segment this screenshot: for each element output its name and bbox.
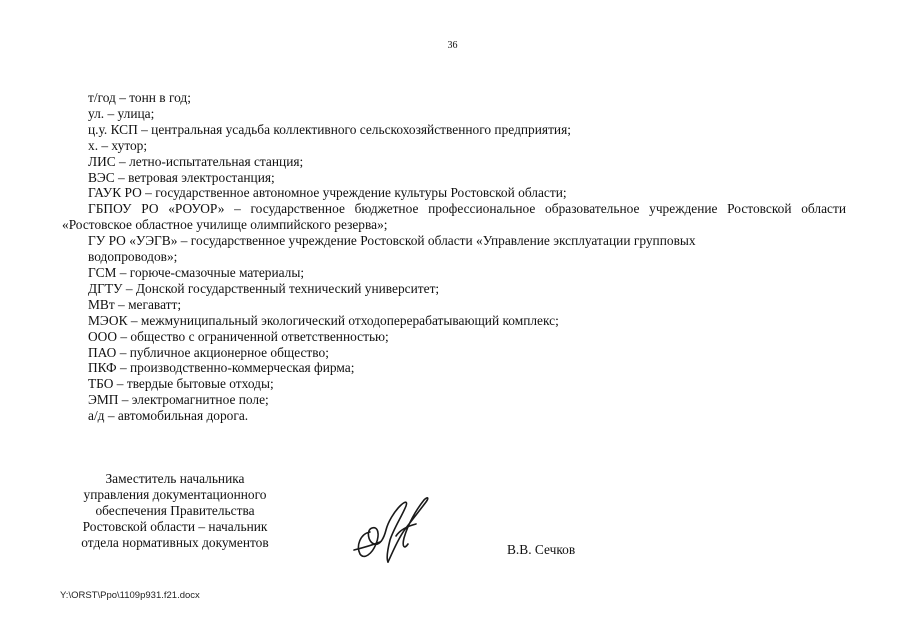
abbreviation-item: ДГТУ – Донской государственный технический университет;	[88, 280, 440, 296]
signatory-title	[60, 471, 290, 551]
abbreviation-item: ГУ РО «УЭГВ» – государственное учреждение Ростовской области «Управление эксплуатации групповых	[88, 233, 696, 249]
signatory-title-line: управления документационного	[83, 486, 267, 502]
abbreviation-item: ПКФ – производственно-коммерческая фирма;	[88, 360, 355, 376]
abbreviation-item: а/д – автомобильная дорога.	[88, 408, 249, 424]
abbreviation-item: ТБО – твердые бытовые отходы;	[88, 376, 274, 392]
abbreviation-item: ц.у. КСП – центральная усадьба коллективного сельскохозяйственного предприятия;	[88, 121, 571, 137]
abbreviation-item: МВт – мегаватт;	[88, 296, 182, 312]
signatory-title-line: Заместитель начальника	[105, 471, 245, 486]
abbreviation-item: ООО – общество с ограниченной ответственностью;	[88, 328, 389, 344]
abbreviation-item: ЛИС – летно-испытательная станция;	[88, 153, 304, 169]
abbreviation-item: ГСМ – горюче-смазочные материалы;	[88, 264, 305, 280]
signatory-title-line: обеспечения Правительства	[95, 502, 255, 518]
abbreviation-item: ГАУК РО – государственное автономное учреждение культуры Ростовской области;	[88, 185, 567, 201]
abbreviation-item: т/год – тонн в год;	[88, 90, 191, 105]
signatory-title-line: Ростовской области – начальник	[82, 518, 268, 534]
page-number: 36	[447, 40, 458, 51]
abbreviation-item: МЭОК – межмуниципальный экологический отходоперерабатывающий комплекс;	[88, 312, 559, 328]
handwritten-signature	[350, 488, 432, 568]
abbreviation-item: ПАО – публичное акционерное общество;	[88, 344, 329, 360]
file-path: Y:\ORST\Ppo\1109p931.f21.docx	[60, 590, 200, 601]
abbreviation-item: ВЭС – ветровая электростанция;	[88, 169, 275, 185]
abbreviation-item: х. – хутор;	[88, 137, 148, 153]
abbreviation-item: ГБПОУ РО «РОУОР» – государственное бюджетное профессиональное образовательное учреждение Ростовской области «Ростовское областное училище олимпийского резерва»;	[62, 201, 846, 233]
abbreviation-item-continuation: водопроводов»;	[88, 249, 178, 265]
abbreviation-item: ул. – улица;	[88, 105, 155, 121]
abbreviation-item: ЭМП – электромагнитное поле;	[88, 392, 269, 408]
signatory-title-line: отдела нормативных документов	[81, 534, 269, 550]
abbreviation-list	[62, 90, 846, 424]
signatory-name: В.В. Сечков	[507, 542, 576, 557]
